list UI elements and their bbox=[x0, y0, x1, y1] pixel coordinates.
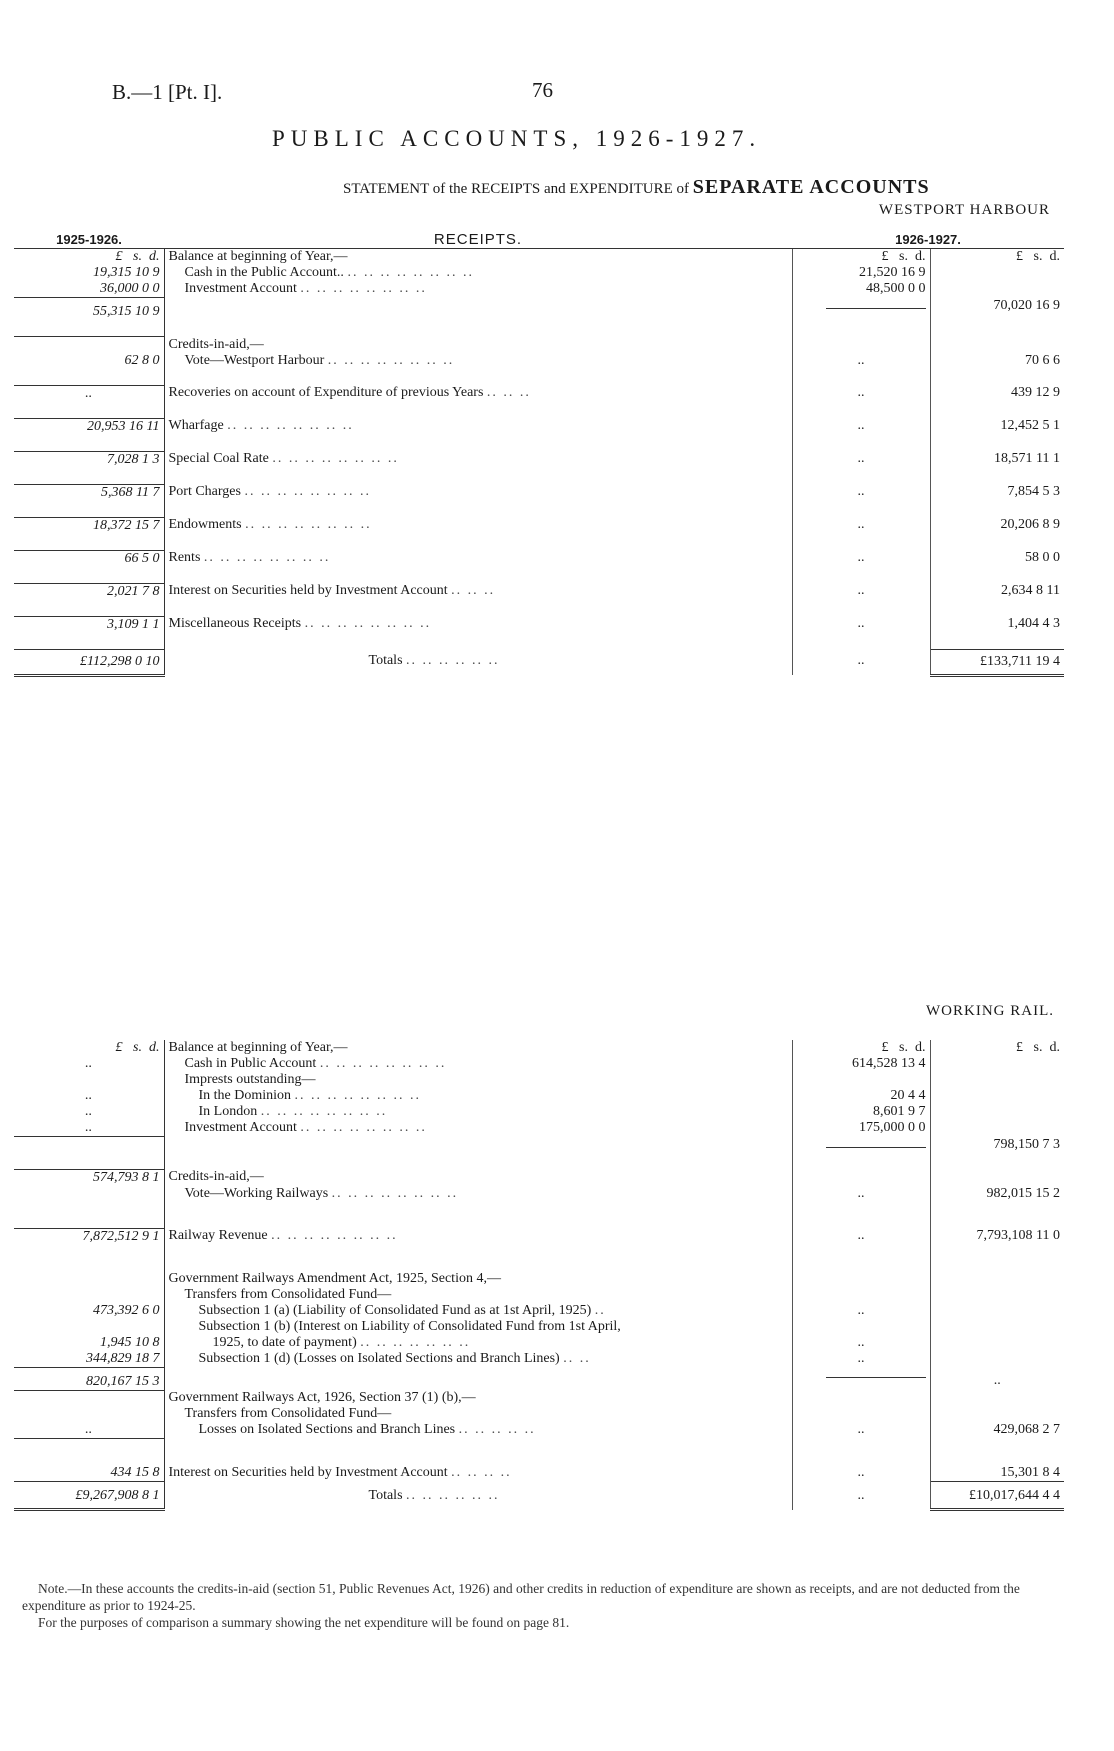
cell-total: 7,854 5 3 bbox=[930, 484, 1064, 501]
row-label: Investment Account bbox=[184, 1120, 297, 1135]
cell-total: 18,571 11 1 bbox=[930, 451, 1064, 468]
table-row bbox=[14, 1271, 1064, 1287]
cell-prev: 1,945 10 8 bbox=[14, 1335, 164, 1351]
leader-dots: .. .. .. .. .. .. .. .. bbox=[227, 418, 354, 433]
table-row: 5,368 11 7 Port Charges .. .. .. .. .. .. .. .. .. 7,854 5 3 bbox=[14, 484, 1064, 501]
imprests-heading: Imprests outstanding— bbox=[184, 1072, 316, 1087]
table-row bbox=[14, 1390, 1064, 1406]
row-label: Special Coal Rate bbox=[168, 451, 269, 466]
row-label: Vote—Westport Harbour bbox=[184, 352, 325, 368]
row-label: Subsection 1 (a) (Liability of Consolidated Fund as at 1st April, 1925) bbox=[198, 1302, 592, 1318]
table-row: 7,028 1 3 Special Coal Rate .. .. .. .. .. .. .. .. .. 18,571 11 1 bbox=[14, 451, 1064, 468]
working-railways-table bbox=[14, 1040, 1064, 1511]
cell-prev: 20,953 16 11 bbox=[14, 418, 164, 435]
table-row: .. Recoveries on account of Expenditure of previous Years .. .. .. .. 439 12 9 bbox=[14, 385, 1064, 402]
document-reference: B.—1 [Pt. I]. bbox=[112, 80, 223, 104]
act1926-heading: Government Railways Act, 1926, Section 37 (1) (b),— bbox=[168, 1390, 476, 1405]
cell-sub: 20 4 4 bbox=[792, 1088, 930, 1104]
row-label: Investment Account bbox=[184, 281, 297, 296]
table-row: Vote—Working Railways .. .. .. .. .. .. .. .. .. 982,015 15 2 bbox=[14, 1186, 1064, 1202]
cell-total: 798,150 7 3 bbox=[930, 1137, 1064, 1153]
table-row bbox=[14, 1120, 1064, 1137]
act1925-heading: Government Railways Amendment Act, 1925, Section 4,— bbox=[168, 1270, 501, 1286]
units-prev: £ s. d. bbox=[14, 249, 164, 266]
footnote bbox=[22, 1580, 1062, 1631]
section-heading-railways: WORKING RAIL. bbox=[926, 1003, 1054, 1019]
cell-prev: 473,392 6 0 bbox=[14, 1303, 164, 1319]
table-row bbox=[14, 1137, 1064, 1153]
page-number: 76 bbox=[532, 78, 553, 102]
table-row bbox=[14, 281, 1064, 298]
cell-sub: 21,520 16 9 bbox=[792, 265, 930, 281]
cell-grand-total: £10,017,644 4 4 bbox=[930, 1482, 1064, 1510]
cell-total: 429,068 2 7 bbox=[930, 1422, 1064, 1439]
row-label-cont: 1925, to date of payment) bbox=[212, 1334, 357, 1350]
table-row bbox=[14, 1367, 1064, 1390]
cell-prev: 344,829 18 7 bbox=[14, 1351, 164, 1368]
cell-sub: 48,500 0 0 bbox=[792, 281, 930, 298]
table-row bbox=[14, 1072, 1064, 1088]
row-label: In London bbox=[198, 1104, 258, 1119]
subtitle-bold: SEPARATE ACCOUNTS bbox=[692, 176, 930, 198]
cell-prev-subtotal: 820,167 15 3 bbox=[14, 1367, 164, 1390]
table-row: 344,829 18 7 Subsection 1 (d) (Losses on Isolated Sections and Branch Lines) .. .. .. bbox=[14, 1351, 1064, 1368]
table-row: 1,945 10 8 1925, to date of payment) .. .. .. .. .. .. .. .. bbox=[14, 1335, 1064, 1351]
row-label: Recoveries on account of Expenditure of previous Years bbox=[168, 385, 484, 400]
table-row: 3,109 1 1 Miscellaneous Receipts .. .. .. .. .. .. .. .. .. 1,404 4 3 bbox=[14, 616, 1064, 633]
leader-dots: .. .. .. .. .. .. .. .. bbox=[245, 517, 372, 532]
table-row: .. Losses on Isolated Sections and Branch Lines .. .. .. .. .. .. 429,068 2 7 bbox=[14, 1422, 1064, 1439]
page-title: PUBLIC ACCOUNTS, 1926-1927. bbox=[272, 126, 762, 151]
table-row bbox=[14, 1056, 1064, 1072]
leader-dots: .. .. .. .. .. .. .. .. bbox=[304, 616, 432, 631]
table-row bbox=[14, 1319, 1064, 1335]
units-sub: £ s. d. bbox=[792, 1040, 930, 1056]
cell-prev: .. bbox=[14, 385, 164, 402]
units-total: £ s. d. bbox=[930, 1040, 1064, 1056]
leader-dots: .. .. .. .. .. .. .. .. bbox=[331, 1185, 459, 1201]
cell-prev: .. bbox=[14, 1422, 164, 1439]
cell-sub: 175,000 0 0 bbox=[792, 1120, 930, 1137]
statement-subtitle bbox=[343, 176, 930, 199]
act1925-transfers: Transfers from Consolidated Fund— bbox=[184, 1286, 392, 1302]
cell-prev: 7,872,512 9 1 bbox=[14, 1228, 164, 1245]
cell-sub: 614,528 13 4 bbox=[792, 1056, 930, 1072]
cell-total: 982,015 15 2 bbox=[930, 1186, 1064, 1202]
units-row bbox=[14, 249, 1064, 266]
row-label: Rents bbox=[168, 550, 201, 565]
cell-total: 58 0 0 bbox=[930, 550, 1064, 567]
cell-prev: 7,028 1 3 bbox=[14, 451, 164, 468]
cell-prev: 36,000 0 0 bbox=[14, 281, 164, 298]
col-header-prev-year: 1925-1926. bbox=[14, 232, 164, 249]
units-row bbox=[14, 1040, 1064, 1056]
table-row: 7,872,512 9 1 Railway Revenue .. .. .. .. .. .. .. .. .. 7,793,108 11 0 bbox=[14, 1228, 1064, 1245]
cell-prev: .. bbox=[14, 1104, 164, 1120]
subtitle-prefix: STATEMENT of the RECEIPTS and EXPENDITURE of bbox=[343, 181, 689, 197]
leader-dots: .. .. .. .. .. .. .. .. bbox=[300, 281, 427, 296]
cell-total: 12,452 5 1 bbox=[930, 418, 1064, 435]
table-row bbox=[14, 1104, 1064, 1120]
cell-prev: 3,109 1 1 bbox=[14, 616, 164, 633]
table-row: 66 5 0 Rents .. .. .. .. .. .. .. .. .. 58 0 0 bbox=[14, 550, 1064, 567]
leader-dots: .. .. .. .. .. .. .. .. bbox=[294, 1088, 422, 1103]
cell-total: .. bbox=[930, 1367, 1064, 1390]
table-row: 18,372 15 7 Endowments .. .. .. .. .. .. .. .. .. 20,206 8 9 bbox=[14, 517, 1064, 534]
table-row bbox=[14, 1287, 1064, 1303]
subtotal-rule bbox=[826, 1147, 926, 1148]
table-row bbox=[14, 337, 1064, 353]
westport-harbour-table bbox=[14, 232, 1064, 677]
cell-total: 70 6 6 bbox=[930, 353, 1064, 369]
row-label: Interest on Securities held by Investment Account bbox=[168, 1465, 448, 1480]
table-row: 62 8 0 Vote—Westport Harbour .. .. .. .. .. .. .. .. .. 70 6 6 bbox=[14, 353, 1064, 369]
table-header-row bbox=[14, 232, 1064, 249]
table-row: 434 15 8 Interest on Securities held by Investment Account .. .. .. .. .. 15,301 8 4 bbox=[14, 1465, 1064, 1482]
act1926-transfers: Transfers from Consolidated Fund— bbox=[184, 1406, 392, 1421]
totals-label: Totals bbox=[368, 1487, 403, 1503]
credits-heading: Credits-in-aid,— bbox=[168, 1169, 264, 1184]
row-label: Endowments bbox=[168, 517, 242, 532]
row-label: Subsection 1 (b) (Interest on Liability of Consolidated Fund from 1st April, bbox=[198, 1318, 621, 1334]
cell-prev: .. bbox=[14, 1088, 164, 1104]
cell-sub: 8,601 9 7 bbox=[792, 1104, 930, 1120]
table-row bbox=[14, 265, 1064, 281]
row-label: Interest on Securities held by Investment Account bbox=[168, 583, 448, 598]
leader-dots: .. .. .. .. .. .. .. .. bbox=[244, 484, 371, 499]
cell-prev-total: £112,298 0 10 bbox=[14, 649, 164, 675]
cell-total: 20,206 8 9 bbox=[930, 517, 1064, 534]
row-label: Vote—Working Railways bbox=[184, 1185, 329, 1201]
footnote-line-1: Note.—In these accounts the credits-in-aid (section 51, Public Revenues Act, 1926) and other credits in reduction of expenditure are shown as receipts, and are not deducted from the expenditure as prior to 1924-25. bbox=[22, 1581, 1020, 1613]
balance-heading: Balance at beginning of Year,— bbox=[168, 1040, 348, 1055]
cell-total: 7,793,108 11 0 bbox=[930, 1228, 1064, 1245]
row-label: Wharfage bbox=[168, 418, 224, 433]
cell-prev: 434 15 8 bbox=[14, 1465, 164, 1482]
cell-prev: 19,315 10 9 bbox=[14, 265, 164, 281]
table-row: 473,392 6 0 Subsection 1 (a) (Liability of Consolidated Fund as at 1st April, 1925) .. .. bbox=[14, 1303, 1064, 1319]
totals-label: Totals bbox=[368, 653, 403, 668]
cell-prev-subtotal: 55,315 10 9 bbox=[14, 298, 164, 321]
cell-prev-total: £9,267,908 8 1 bbox=[14, 1482, 164, 1510]
footnote-line-2: For the purposes of comparison a summary showing the net expenditure will be found on page 81. bbox=[38, 1615, 570, 1630]
cell-prev: 5,368 11 7 bbox=[14, 484, 164, 501]
units-total: £ s. d. bbox=[930, 249, 1064, 266]
leader-dots: .. .. .. .. .. .. .. .. bbox=[271, 1228, 398, 1243]
cell-total: 70,020 16 9 bbox=[930, 298, 1064, 321]
cell-prev: 66 5 0 bbox=[14, 550, 164, 567]
table-row: 20,953 16 11 Wharfage .. .. .. .. .. .. .. .. .. 12,452 5 1 bbox=[14, 418, 1064, 435]
row-label: Cash in Public Account bbox=[184, 1056, 317, 1071]
leader-dots: .. .. .. .. .. .. .. .. bbox=[319, 1056, 447, 1071]
units-prev: £ s. d. bbox=[14, 1040, 164, 1056]
col-header-curr-year: 1926-1927. bbox=[792, 232, 1064, 249]
row-label: Losses on Isolated Sections and Branch Lines bbox=[198, 1422, 456, 1437]
row-label: Port Charges bbox=[168, 484, 241, 499]
table-row: 2,021 7 8 Interest on Securities held by Investment Account .. .. .. .. 2,634 8 11 bbox=[14, 583, 1064, 600]
col-header-receipts: RECEIPTS. bbox=[164, 232, 792, 249]
subtotal-rule bbox=[826, 1377, 926, 1378]
leader-dots: .. .. .. .. .. .. .. .. bbox=[272, 451, 399, 466]
cell-prev: 18,372 15 7 bbox=[14, 517, 164, 534]
section-heading-westport: WESTPORT HARBOUR bbox=[878, 202, 1050, 218]
cell-prev: .. bbox=[14, 1120, 164, 1137]
leader-dots: .. .. .. .. .. .. .. .. bbox=[300, 1120, 427, 1135]
leader-dots: .. .. .. .. .. .. .. .. bbox=[347, 265, 474, 280]
credits-heading: Credits-in-aid,— bbox=[168, 336, 264, 352]
cell-prev: 2,021 7 8 bbox=[14, 583, 164, 600]
totals-row: £9,267,908 8 1 Totals .. .. .. .. .. .. .. £10,017,644 4 4 bbox=[14, 1482, 1064, 1510]
row-label: Cash in the Public Account.. bbox=[184, 265, 344, 280]
row-label: Miscellaneous Receipts bbox=[168, 616, 302, 631]
row-label: Subsection 1 (d) (Losses on Isolated Sections and Branch Lines) bbox=[198, 1350, 560, 1366]
totals-row: £112,298 0 10 Totals .. .. .. .. .. .. .. £133,711 19 4 bbox=[14, 649, 1064, 675]
cell-total: 439 12 9 bbox=[930, 385, 1064, 402]
cell-total: 2,634 8 11 bbox=[930, 583, 1064, 600]
leader-dots: .. .. .. .. .. .. .. .. bbox=[260, 1104, 388, 1119]
leader-dots: .. .. .. .. .. .. .. .. bbox=[203, 550, 331, 565]
units-sub: £ s. d. bbox=[792, 249, 930, 266]
table-row bbox=[14, 1169, 1064, 1186]
cell-prev: .. bbox=[14, 1056, 164, 1072]
balance-heading: Balance at beginning of Year,— bbox=[168, 249, 348, 264]
cell-prev: 62 8 0 bbox=[14, 353, 164, 369]
leader-dots: .. .. .. .. .. .. .. .. bbox=[327, 352, 455, 368]
cell-grand-total: £133,711 19 4 bbox=[930, 649, 1064, 675]
table-row bbox=[14, 298, 1064, 321]
row-label: In the Dominion bbox=[198, 1088, 292, 1103]
table-row bbox=[14, 1088, 1064, 1104]
row-label: Railway Revenue bbox=[168, 1228, 268, 1243]
cell-prev: 574,793 8 1 bbox=[14, 1169, 164, 1186]
cell-total: 15,301 8 4 bbox=[930, 1465, 1064, 1482]
table-row bbox=[14, 1406, 1064, 1422]
cell-total: 1,404 4 3 bbox=[930, 616, 1064, 633]
subtotal-rule bbox=[826, 308, 926, 309]
